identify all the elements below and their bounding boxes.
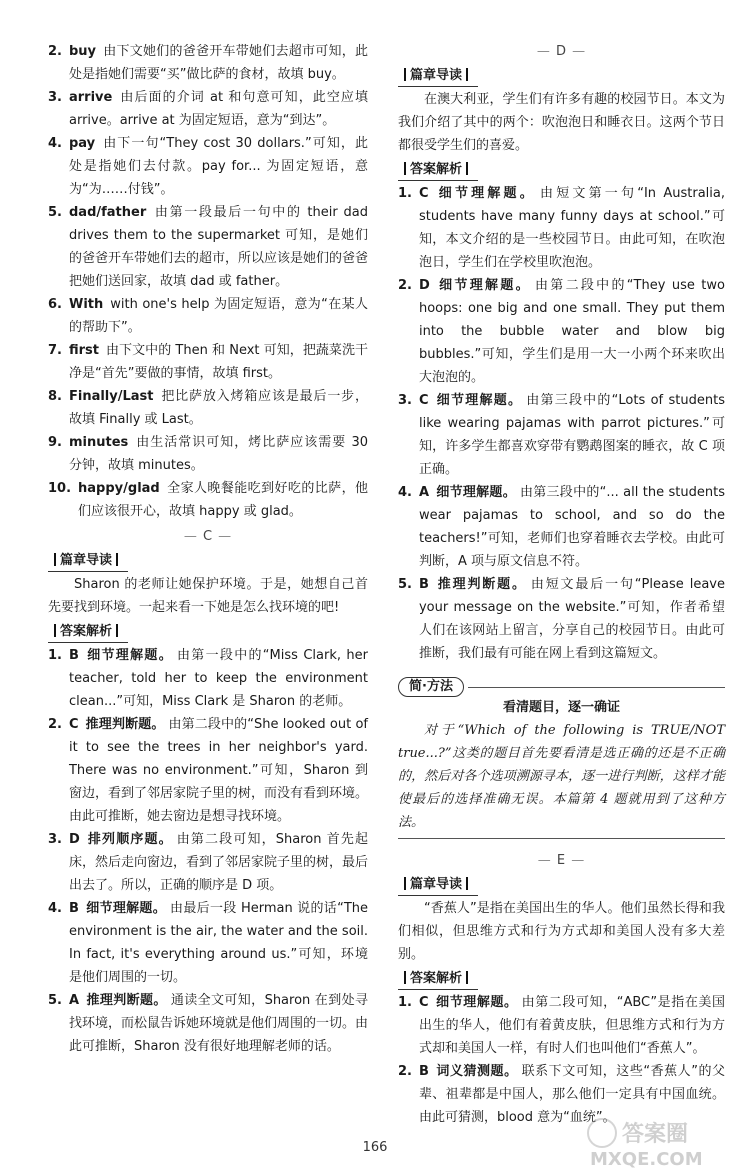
item-text: 由第一段最后一句中的 their dad drives them to the supermarket 可知，是她们的爸爸开车带她们去的超市，所以应该是她们的爸爸把她们送回家，故填 dad 或 father。 bbox=[68, 205, 368, 289]
list-item bbox=[48, 339, 368, 385]
item-text: 由第一段中的“Miss Clark, her teacher, told her to keep the environment clean...”可知，Miss Clark 是 Sharon 的老师。 bbox=[68, 648, 368, 709]
label-bar-icon bbox=[54, 553, 56, 566]
item-kind: 细节理解题。 bbox=[435, 393, 523, 408]
item-number: 2. bbox=[48, 717, 62, 732]
item-kind: 细节理解题。 bbox=[435, 186, 536, 201]
list-item bbox=[398, 991, 725, 1060]
item-text: 由第三段中的“Lots of students like wearing pajamas with parrot pictures.”可知，许多学生都喜欢穿带有鹦鹉图案的睡衣，故 C 项正确。 bbox=[418, 393, 725, 477]
list-item bbox=[398, 274, 725, 389]
item-kind: 细节理解题。 bbox=[85, 901, 167, 916]
list-item bbox=[48, 989, 368, 1058]
item-text: 由第二段中的“They use two hoops: one big and one small. They put them into the bubble water and blow big bubbles.”可知，学生们是用一大一小两个环来吹出大泡泡的。 bbox=[418, 278, 725, 385]
list-item bbox=[398, 182, 725, 274]
item-answer: minutes bbox=[68, 435, 129, 450]
list-item bbox=[48, 132, 368, 201]
item-answer: C bbox=[418, 995, 429, 1010]
method-tag: 简·方法 bbox=[398, 677, 464, 697]
item-number: 1. bbox=[398, 186, 412, 201]
item-text: 由后面的介词 at 和句意可知，此空应填 arrive。arrive at 为固定短语，意为“到达”。 bbox=[68, 90, 368, 128]
section-d-heading: — D — bbox=[536, 44, 587, 59]
item-number: 1. bbox=[48, 648, 62, 663]
label-bar-icon bbox=[466, 971, 468, 984]
item-text: 由第二段可知，Sharon 首先起床，然后走向窗边，看到了邻居家院子里的树，最后出去了。所以，正确的顺序是 D 项。 bbox=[68, 832, 368, 893]
section-intro: Sharon 的老师让她保护环境。于是，她想自己首先要找到环境。一起来看一下她是怎么找环境的吧! bbox=[48, 577, 368, 615]
item-answer: B bbox=[418, 1064, 429, 1079]
label-bar-icon bbox=[404, 971, 406, 984]
answers-b-list bbox=[48, 40, 368, 523]
answers-d-list bbox=[398, 182, 725, 665]
item-kind: 细节理解题。 bbox=[436, 485, 516, 500]
item-kind: 词义猜测题。 bbox=[435, 1064, 518, 1079]
label-bar-icon bbox=[466, 68, 468, 81]
item-number: 5. bbox=[398, 577, 412, 592]
item-number: 10. bbox=[48, 481, 72, 496]
item-answer: B bbox=[68, 648, 79, 663]
section-letter: C bbox=[202, 529, 214, 544]
section-letter: E bbox=[556, 853, 567, 868]
item-text: with one's help 为固定短语，意为“在某人的帮助下”。 bbox=[68, 297, 368, 335]
list-item bbox=[48, 897, 368, 989]
item-number: 6. bbox=[48, 297, 62, 312]
item-text: 由最后一段 Herman 说的话“The environment is the air, the water and the soil. In fact, it's everything around us.”可知，环境是他们周围的一切。 bbox=[68, 901, 368, 985]
watermark-line1: 答案圈 bbox=[622, 1122, 689, 1147]
item-text: 由下文中的 Then 和 Next 可知，把蔬菜洗干净是“首先”要做的事情，故填 first。 bbox=[68, 343, 368, 381]
item-number: 5. bbox=[48, 993, 62, 1008]
item-number: 1. bbox=[398, 995, 412, 1010]
item-answer: happy/glad bbox=[78, 481, 160, 496]
item-answer: B bbox=[418, 577, 429, 592]
intro-label: 篇章导读 bbox=[48, 551, 128, 572]
item-number: 3. bbox=[48, 90, 62, 105]
divider bbox=[468, 687, 725, 688]
method-title: 看清题目，逐一确证 bbox=[502, 700, 620, 715]
method-box bbox=[398, 675, 725, 839]
item-text: 由第二段可知，“ABC”是指在美国出生的华人，他们有着黄皮肤，但思维方式和行为方式却和美国人一样，有时人们也叫他们“香蕉人”。 bbox=[418, 995, 725, 1056]
answers-c-list bbox=[48, 644, 368, 1058]
section-e-heading: — E — bbox=[537, 853, 586, 868]
watermark-line2: MXQE.COM bbox=[590, 1149, 703, 1169]
list-item bbox=[48, 201, 368, 293]
item-answer: D bbox=[68, 832, 80, 847]
list-item bbox=[48, 713, 368, 828]
item-number: 7. bbox=[48, 343, 62, 358]
item-number: 5. bbox=[48, 205, 62, 220]
item-number: 3. bbox=[398, 393, 412, 408]
item-number: 2. bbox=[48, 44, 62, 59]
label-bar-icon bbox=[404, 877, 406, 890]
list-item bbox=[48, 828, 368, 897]
item-text: 联系下文可知，这些“香蕉人”的父辈、祖辈都是中国人，那么他们一定具有中国血统。由此可猜测，blood 意为“血统”。 bbox=[418, 1064, 725, 1125]
item-answer: D bbox=[418, 278, 430, 293]
label-bar-icon bbox=[116, 553, 118, 566]
answers-label: 答案解析 bbox=[48, 622, 128, 643]
item-answer: first bbox=[68, 343, 99, 358]
answers-label: 答案解析 bbox=[398, 969, 478, 990]
item-answer: A bbox=[68, 993, 80, 1008]
list-item bbox=[398, 573, 725, 665]
item-kind: 推理判断题。 bbox=[85, 717, 165, 732]
item-text: 通读全文可知，Sharon 在到处寻找环境，而松鼠告诉她环境就是他们周围的一切。由此可推断，Sharon 没有很好地理解老师的话。 bbox=[68, 993, 368, 1054]
item-answer: dad/father bbox=[68, 205, 147, 220]
item-answer: arrive bbox=[68, 90, 113, 105]
item-kind: 排列顺序题。 bbox=[86, 832, 173, 847]
item-text: 由下文她们的爸爸开车带她们去超市可知，此处是指她们需要“买”做比萨的食材，故填 buy。 bbox=[68, 44, 368, 82]
list-item bbox=[48, 86, 368, 132]
item-kind: 推理判断题。 bbox=[86, 993, 167, 1008]
label-bar-icon bbox=[404, 68, 406, 81]
item-answer: buy bbox=[68, 44, 97, 59]
item-answer: Finally/Last bbox=[68, 389, 154, 404]
list-item bbox=[48, 385, 368, 431]
item-text: 由第三段中的“... all the students wear pajamas to school, and so do the teachers!”可知，老师们也穿着睡衣去学校。由此可判断，A 项与原文信息不符。 bbox=[418, 485, 725, 569]
item-text: 由短文最后一句“Please leave your message on the website.”可知，作者希望人们在该网站上留言，分享自己的校园节日。由此可推断，我们最有可能在网上看到这篇短文。 bbox=[418, 577, 725, 661]
item-number: 8. bbox=[48, 389, 62, 404]
answers-e-list bbox=[398, 991, 725, 1129]
watermark-logo bbox=[582, 1111, 732, 1169]
item-number: 4. bbox=[48, 901, 62, 916]
item-number: 9. bbox=[48, 435, 62, 450]
label-bar-icon bbox=[54, 624, 56, 637]
list-item bbox=[48, 431, 368, 477]
item-answer: pay bbox=[68, 136, 96, 151]
item-text: 由短文第一句“In Australia, students have many funny days at school.”可知，本文介绍的是一些校园节日。由此可知，在吹泡泡日，学生们在学校里吹泡泡。 bbox=[418, 186, 725, 270]
label-bar-icon bbox=[466, 162, 468, 175]
section-c-heading: — C — bbox=[183, 529, 233, 544]
intro-label: 篇章导读 bbox=[398, 875, 478, 896]
item-number: 4. bbox=[48, 136, 62, 151]
item-answer: C bbox=[418, 393, 429, 408]
list-item bbox=[48, 477, 368, 523]
item-text: 由下一句“They cost 30 dollars.”可知，此处是指她们去付款。pay for... 为固定短语，意为“为……付钱”。 bbox=[68, 136, 368, 197]
item-number: 3. bbox=[48, 832, 62, 847]
item-text: 由生活常识可知，烤比萨应该需要 30 分钟，故填 minutes。 bbox=[68, 435, 368, 473]
list-item bbox=[48, 644, 368, 713]
item-number: 2. bbox=[398, 278, 412, 293]
list-item bbox=[398, 389, 725, 481]
intro-label: 篇章导读 bbox=[398, 66, 478, 87]
item-number: 4. bbox=[398, 485, 412, 500]
label-bar-icon bbox=[116, 624, 118, 637]
item-answer: A bbox=[418, 485, 430, 500]
item-text: 由第二段中的“She looked out of it to see the trees in her neighbor's yard. There was no environment.”可知，Sharon 到窗边，看到了邻居家院子里的树，而没有看到环境。由此可推断，她去窗边是想寻找环境。 bbox=[68, 717, 368, 824]
item-number: 2. bbox=[398, 1064, 412, 1079]
item-text: 全家人晚餐能吃到好吃的比萨，他们应该很开心，故填 happy 或 glad。 bbox=[78, 481, 368, 519]
item-answer: B bbox=[68, 901, 79, 916]
list-item bbox=[48, 293, 368, 339]
item-kind: 推理判断题。 bbox=[435, 577, 527, 592]
item-kind: 细节理解题。 bbox=[85, 648, 173, 663]
item-text: 把比萨放入烤箱应该是最后一步，故填 Finally 或 Last。 bbox=[68, 389, 368, 427]
label-bar-icon bbox=[404, 162, 406, 175]
item-answer: C bbox=[68, 717, 79, 732]
item-kind: 细节理解题。 bbox=[435, 995, 518, 1010]
answers-label: 答案解析 bbox=[398, 160, 478, 181]
item-kind: 细节理解题。 bbox=[436, 278, 531, 293]
list-item bbox=[398, 481, 725, 573]
item-answer: With bbox=[68, 297, 104, 312]
right-column bbox=[398, 40, 725, 1129]
page-number: 166 bbox=[362, 1140, 388, 1155]
section-intro: 在澳大利亚，学生们有许多有趣的校园节日。本文为我们介绍了其中的两个：吹泡泡日和睡衣日。这两个节日都很受学生们的喜爱。 bbox=[398, 92, 725, 153]
list-item bbox=[48, 40, 368, 86]
method-body: 对于“Which of the following is TRUE/NOT true...?”这类的题目首先要看清是选正确的还是不正确的，然后对各个选项溯源寻本，逐一进行判断，这样才能使最后的选择准确无误。本篇第 4 题就用到了这种方法。 bbox=[398, 719, 725, 839]
left-column bbox=[48, 40, 368, 1058]
item-answer: C bbox=[418, 186, 429, 201]
section-intro: “香蕉人”是指在美国出生的华人。他们虽然长得和我们相似，但思维方式和行为方式却和美国人没有多大差别。 bbox=[398, 901, 725, 962]
section-letter: D bbox=[555, 44, 567, 59]
label-bar-icon bbox=[466, 877, 468, 890]
